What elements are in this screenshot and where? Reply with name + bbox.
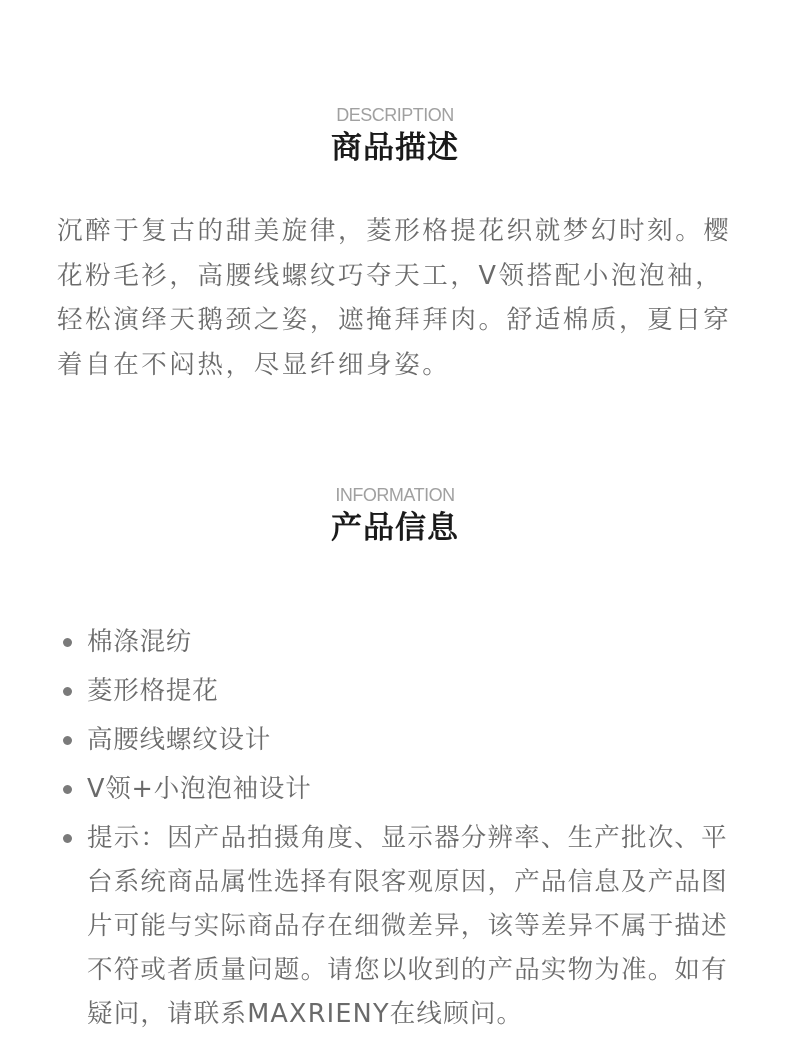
bullet-icon — [63, 687, 72, 696]
list-item-text: 高腰线螺纹设计 — [87, 725, 272, 755]
list-item-text: 菱形格提花 — [87, 676, 219, 706]
description-text: 沉醉于复古的甜美旋律，菱形格提花织就梦幻时刻。樱花粉毛衫，高腰线螺纹巧夺天工，V领搭配小泡泡袖，轻松演绎天鹅颈之姿，遮掩拜拜肉。舒适棉质，夏日穿着自在不闷热，尽显纤细身姿。 — [57, 216, 732, 380]
bullet-icon — [63, 834, 72, 843]
list-item-text: V领+小泡泡袖设计 — [87, 774, 312, 804]
list-item — [57, 620, 733, 664]
list-item — [57, 767, 733, 811]
list-item — [57, 718, 733, 762]
information-title: 产品信息 — [331, 510, 459, 546]
notice-text: 提示：因产品拍摄角度、显示器分辨率、生产批次、平台系统商品属性选择有限客观原因，产品信息及产品图片可能与实际商品存在细微差异，该等差异不属于描述不符或者质量问题。请您以收到的产品实物为准。如有疑问，请联系MAXRIENY在线顾问。 — [87, 823, 728, 1029]
description-title: 商品描述 — [331, 130, 459, 166]
product-info-list — [57, 620, 733, 1041]
list-item-text: 棉涤混纺 — [87, 627, 193, 657]
bullet-icon — [63, 785, 72, 794]
description-eyebrow: DESCRIPTION — [336, 105, 454, 125]
information-eyebrow: INFORMATION — [335, 485, 455, 505]
list-item — [57, 669, 733, 713]
bullet-icon — [63, 736, 72, 745]
bullet-icon — [63, 638, 72, 647]
list-item-notice — [57, 816, 733, 1036]
